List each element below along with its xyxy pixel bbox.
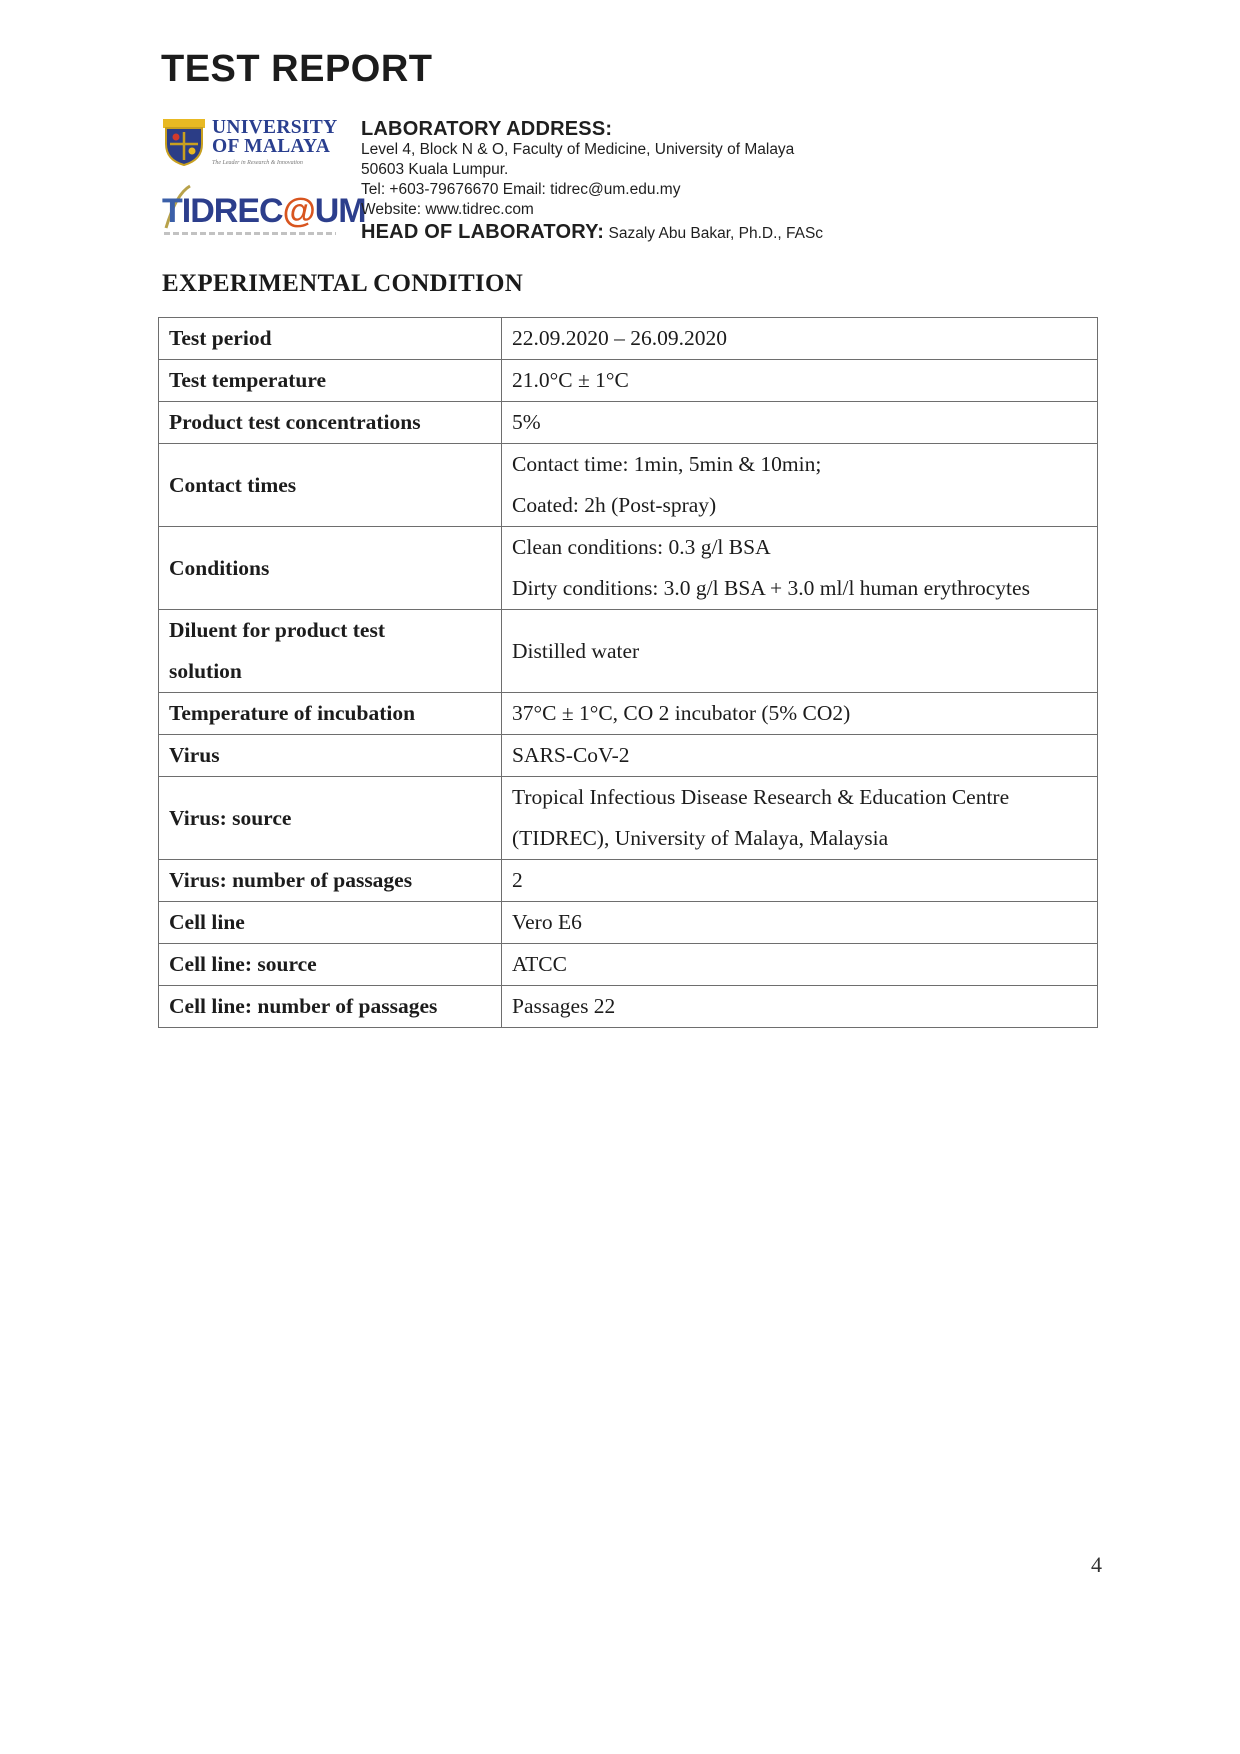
row-value: Passages 22 (502, 986, 1098, 1028)
row-label (159, 610, 502, 693)
row-label: Cell line (159, 902, 502, 944)
tidrec-um: UM (314, 192, 366, 230)
page-number: 4 (1091, 1552, 1102, 1577)
row-value: Vero E6 (502, 902, 1098, 944)
row-value (502, 527, 1098, 610)
table-row (159, 693, 1098, 735)
row-value (502, 444, 1098, 527)
lab-address-heading: LABORATORY ADDRESS: (361, 118, 613, 140)
table-row (159, 610, 1098, 693)
um-name-line1: UNIVERSITY (212, 117, 338, 138)
tidrec-at: @ (282, 192, 315, 230)
row-label-line1: Diluent for product test (169, 618, 385, 642)
row-label: Test temperature (159, 360, 502, 402)
table-row (159, 444, 1098, 527)
row-label: Test period (159, 318, 502, 360)
tidrec-letters: IDREC (181, 192, 283, 230)
row-value: 21.0°C ± 1°C (502, 360, 1098, 402)
row-value (502, 777, 1098, 860)
row-value: 37°C ± 1°C, CO 2 incubator (5% CO2) (502, 693, 1098, 735)
row-label: Virus: number of passages (159, 860, 502, 902)
row-label: Virus: source (159, 777, 502, 860)
table-row (159, 902, 1098, 944)
row-value-line1: Clean conditions: 0.3 g/l BSA (512, 535, 771, 559)
row-value: 5% (502, 402, 1098, 444)
lab-website: Website: www.tidrec.com (361, 201, 534, 218)
row-value: SARS-CoV-2 (502, 735, 1098, 777)
row-value-line2: Coated: 2h (Post-spray) (512, 493, 717, 517)
table-row (159, 986, 1098, 1028)
lab-address-line2: 50603 Kuala Lumpur. (361, 161, 509, 178)
lab-address-line1: Level 4, Block N & O, Faculty of Medicine, University of Malaya (361, 141, 795, 158)
table-row (159, 360, 1098, 402)
row-label: Virus (159, 735, 502, 777)
row-value: Distilled water (502, 610, 1098, 693)
row-value: 22.09.2020 – 26.09.2020 (502, 318, 1098, 360)
experimental-condition-table (158, 317, 1098, 1028)
um-crest-icon (162, 118, 206, 166)
row-label: Contact times (159, 444, 502, 527)
table-row (159, 527, 1098, 610)
row-value: ATCC (502, 944, 1098, 986)
row-value: 2 (502, 860, 1098, 902)
row-value-line1: Contact time: 1min, 5min & 10min; (512, 452, 822, 476)
um-tagline: The Leader in Research & Innovation (212, 160, 303, 166)
row-value-line1: Tropical Infectious Disease Research & Education Centre (512, 785, 1010, 809)
report-title: TEST REPORT (161, 48, 433, 90)
table-row (159, 402, 1098, 444)
lab-contact: Tel: +603-79676670 Email: tidrec@um.edu.my (361, 181, 681, 198)
table-row (159, 777, 1098, 860)
table-row (159, 944, 1098, 986)
tidrec-letter-t: T (162, 192, 182, 230)
row-value-line2: Dirty conditions: 3.0 g/l BSA + 3.0 ml/l human erythrocytes (512, 576, 1030, 600)
row-label: Conditions (159, 527, 502, 610)
row-label: Product test concentrations (159, 402, 502, 444)
table-row (159, 735, 1098, 777)
row-label-line2: solution (169, 659, 242, 683)
row-value-line2: (TIDREC), University of Malaya, Malaysia (512, 826, 889, 850)
head-of-laboratory (361, 221, 823, 244)
tidrec-tagline-decoration (164, 232, 336, 235)
tidrec-logo (162, 190, 366, 248)
section-title: EXPERIMENTAL CONDITION (162, 270, 524, 297)
um-name-line2: OF MALAYA (212, 136, 331, 157)
row-label: Cell line: number of passages (159, 986, 502, 1028)
head-of-lab-name: Sazaly Abu Bakar, Ph.D., FASc (608, 225, 824, 242)
table-row (159, 318, 1098, 360)
university-of-malaya-logo (160, 118, 340, 178)
head-of-lab-label: HEAD OF LABORATORY: (361, 221, 605, 243)
laboratory-address-block (361, 118, 823, 244)
row-label: Cell line: source (159, 944, 502, 986)
table-row (159, 860, 1098, 902)
row-label: Temperature of incubation (159, 693, 502, 735)
